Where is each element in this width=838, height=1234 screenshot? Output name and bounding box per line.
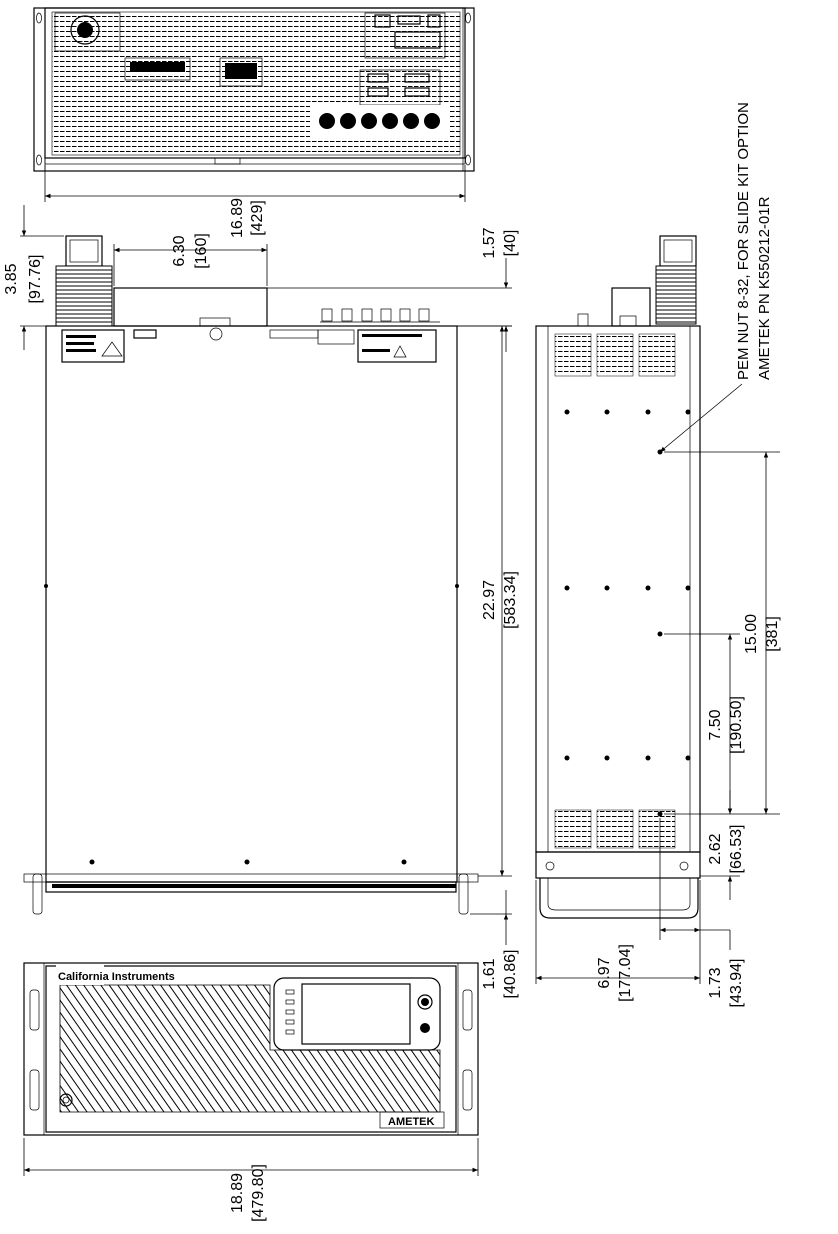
pem-spacing-7-5-inch: 7.50: [707, 709, 724, 741]
front-width-inch: 18.89: [229, 1172, 246, 1214]
rear-width-mm: [429]: [249, 200, 266, 236]
front-label-brand: California Instruments: [58, 971, 175, 983]
top-protrusion-inch: 1.57: [481, 227, 498, 259]
top-protrusion-mm: [40]: [502, 229, 519, 257]
handle-offset-inch: 3.85: [3, 263, 20, 295]
side-height-mm: [177.04]: [617, 944, 634, 1002]
depth-inch: 22.97: [481, 579, 498, 621]
rear-width-inch: 16.89: [229, 197, 246, 239]
bottom-offset-mm: [43.94]: [728, 958, 745, 1008]
pem-spacing-15-inch: 15.00: [743, 613, 760, 655]
side-view: [536, 236, 700, 918]
connector-width-mm: [160]: [193, 233, 210, 269]
side-view-dimensions: [536, 384, 780, 984]
front-handle-depth-mm: [40.86]: [502, 949, 519, 999]
top-view: [24, 236, 478, 914]
rear-view: [34, 8, 474, 171]
pem-spacing-15-mm: [381]: [764, 616, 781, 652]
front-handle-depth-inch: 1.61: [481, 958, 498, 990]
connector-width-inch: 6.30: [171, 235, 188, 267]
pem-spacing-7-5-mm: [190.50]: [728, 696, 745, 754]
pem-offset-mm: [66.53]: [728, 824, 745, 874]
pem-offset-inch: 2.62: [707, 833, 724, 865]
pem-note-line1: PEM NUT 8-32, FOR SLIDE KIT OPTION: [735, 102, 752, 380]
front-view: [24, 963, 478, 1135]
pem-note-line2: AMETEK PN K550212-01R: [756, 196, 773, 380]
bottom-offset-inch: 1.73: [707, 967, 724, 999]
depth-mm: [583.34]: [502, 571, 519, 629]
handle-offset-mm: [97.76]: [27, 254, 44, 304]
front-width-mm: [479.80]: [250, 1164, 267, 1222]
side-height-inch: 6.97: [596, 957, 613, 989]
ametek-logo: AMETEK: [388, 1116, 435, 1128]
